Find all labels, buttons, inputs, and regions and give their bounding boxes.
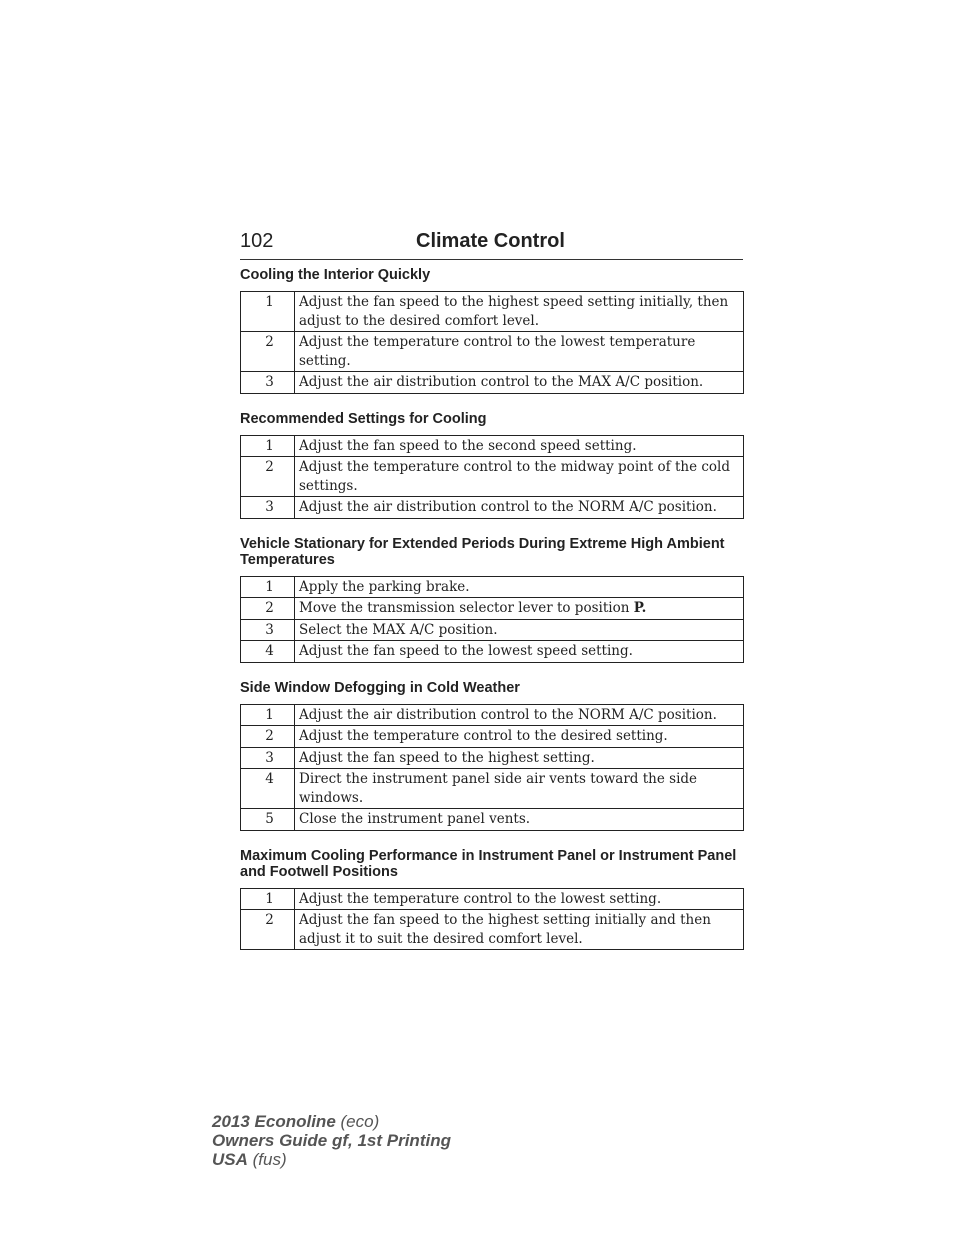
step-text: Adjust the fan speed to the second speed setting. <box>295 435 744 457</box>
table-row <box>241 292 744 332</box>
table-row <box>241 809 744 831</box>
section-title: Cooling the Interior Quickly <box>240 267 431 283</box>
step-number: 1 <box>241 292 295 332</box>
footer-line-region <box>212 1150 451 1169</box>
step-text: Adjust the temperature control to the desired setting. <box>295 726 744 748</box>
step-number: 1 <box>241 888 295 910</box>
steps-table <box>240 888 744 951</box>
step-text: Adjust the fan speed to the lowest speed setting. <box>295 641 744 663</box>
page-number: 102 <box>240 230 274 252</box>
section-side-window-defogging <box>240 680 744 831</box>
table-row <box>241 910 744 950</box>
step-number: 2 <box>241 598 295 620</box>
table-row <box>241 641 744 663</box>
step-number: 3 <box>241 619 295 641</box>
section-cooling-quickly <box>240 267 744 394</box>
steps-table <box>240 704 744 831</box>
section-recommended-cooling <box>240 411 744 519</box>
step-text: Adjust the air distribution control to the NORM A/C position. <box>295 704 744 726</box>
step-number: 5 <box>241 809 295 831</box>
footer-region: USA <box>212 1150 248 1169</box>
step-text: Adjust the air distribution control to the NORM A/C position. <box>295 497 744 519</box>
table-row <box>241 769 744 809</box>
footer-line-guide <box>212 1131 451 1150</box>
step-number: 2 <box>241 910 295 950</box>
table-row <box>241 598 744 620</box>
steps-table <box>240 576 744 663</box>
table-row <box>241 576 744 598</box>
table-row <box>241 704 744 726</box>
section-title: Side Window Defogging in Cold Weather <box>240 679 520 696</box>
section-title: Maximum Cooling Performance in Instrument Panel or Instrument Panel and Footwell Positions <box>240 847 737 880</box>
step-number: 2 <box>241 457 295 497</box>
step-text: Close the instrument panel vents. <box>295 809 744 831</box>
table-row <box>241 888 744 910</box>
step-text: Adjust the fan speed to the highest speed setting initially, then adjust to the desired comfort level. <box>295 292 744 332</box>
main-content <box>240 267 744 967</box>
step-text: Adjust the temperature control to the midway point of the cold settings. <box>295 457 744 497</box>
table-row <box>241 747 744 769</box>
step-text-main: Move the transmission selector lever to position <box>299 600 634 616</box>
step-number: 4 <box>241 641 295 663</box>
steps-table <box>240 435 744 519</box>
table-row <box>241 435 744 457</box>
footer-model: 2013 Econoline <box>212 1112 336 1131</box>
step-number: 3 <box>241 497 295 519</box>
step-text: Adjust the fan speed to the highest setting initially and then adjust it to suit the desired comfort level. <box>295 910 744 950</box>
footer-guide: Owners Guide gf, 1st Printing <box>212 1131 451 1150</box>
step-text <box>295 598 744 620</box>
step-number: 1 <box>241 576 295 598</box>
section-vehicle-stationary <box>240 536 744 663</box>
step-number: 1 <box>241 435 295 457</box>
step-number: 3 <box>241 747 295 769</box>
section-title: Vehicle Stationary for Extended Periods During Extreme High Ambient Temperatures <box>240 535 725 568</box>
footer-region-code: (fus) <box>247 1150 287 1169</box>
step-text: Apply the parking brake. <box>295 576 744 598</box>
step-text: Select the MAX A/C position. <box>295 619 744 641</box>
step-text-emphasis: P. <box>633 600 647 616</box>
table-row <box>241 619 744 641</box>
table-row <box>241 726 744 748</box>
step-number: 2 <box>241 332 295 372</box>
table-row <box>241 332 744 372</box>
step-number: 1 <box>241 704 295 726</box>
step-text: Adjust the temperature control to the lowest setting. <box>295 888 744 910</box>
footer-model-code: (eco) <box>335 1112 380 1131</box>
step-text: Adjust the fan speed to the highest setting. <box>295 747 744 769</box>
page-footer <box>212 1112 451 1169</box>
section-title: Recommended Settings for Cooling <box>240 410 487 427</box>
table-row <box>241 372 744 394</box>
step-number: 3 <box>241 372 295 394</box>
footer-line-model <box>212 1112 451 1131</box>
step-text: Adjust the air distribution control to the MAX A/C position. <box>295 372 744 394</box>
chapter-title: Climate Control <box>416 230 565 252</box>
steps-table <box>240 291 744 394</box>
section-maximum-cooling <box>240 848 744 951</box>
step-number: 4 <box>241 769 295 809</box>
table-row <box>241 497 744 519</box>
step-text: Adjust the temperature control to the lowest temperature setting. <box>295 332 744 372</box>
table-row <box>241 457 744 497</box>
page-header <box>240 229 743 260</box>
step-text: Direct the instrument panel side air vents toward the side windows. <box>295 769 744 809</box>
step-number: 2 <box>241 726 295 748</box>
